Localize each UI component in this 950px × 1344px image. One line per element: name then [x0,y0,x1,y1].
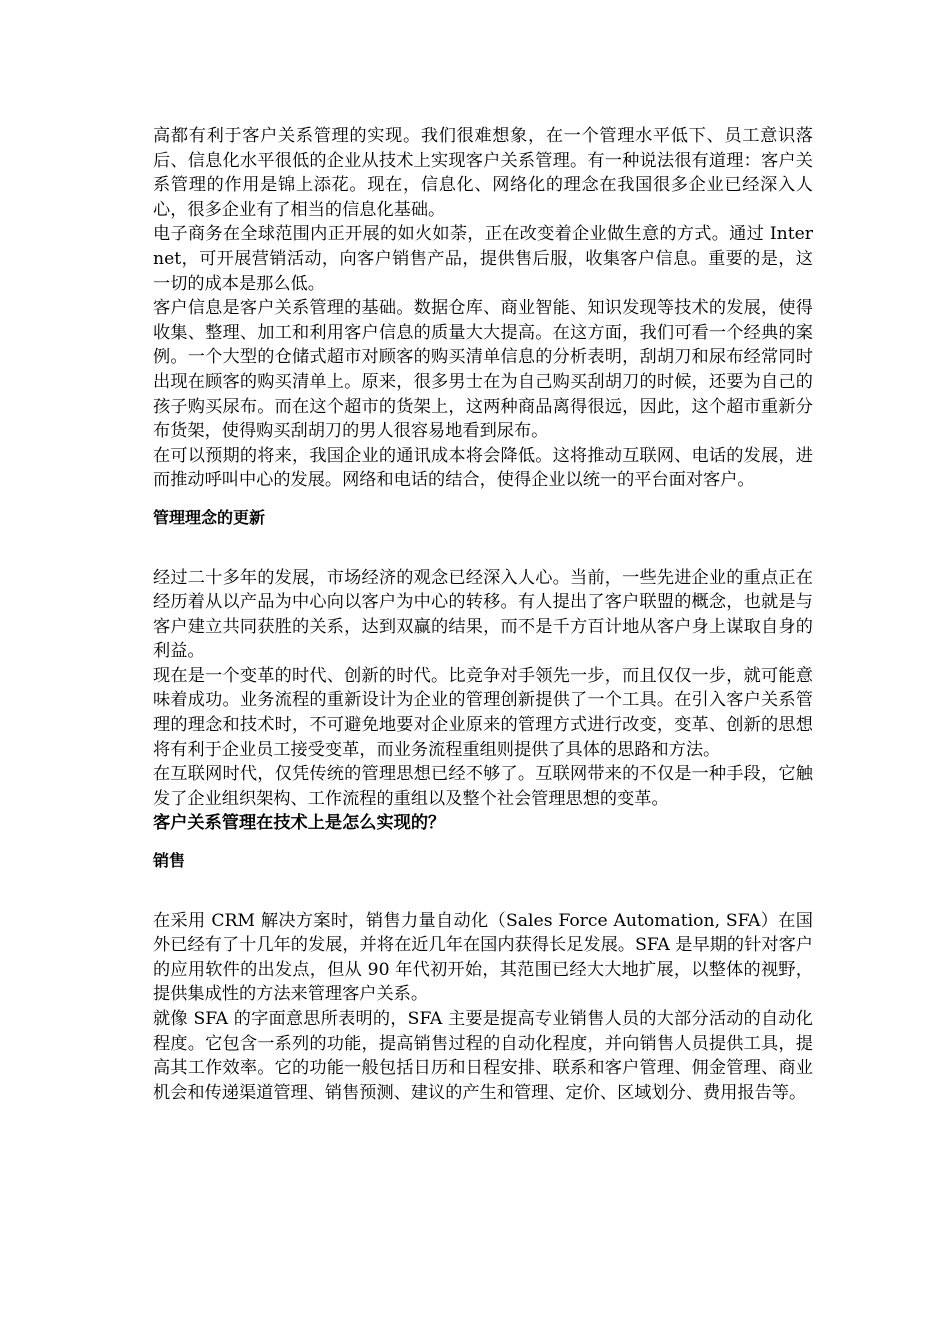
intro-paragraph-1: 高都有利于客户关系管理的实现。我们很难想象，在一个管理水平低下、员工意识落后、信息化水平很低的企业从技术上实现客户关系管理。有一种说法很有道理：客户关系管理的作用是锦上添花。现在，信息化、网络化的理念在我国很多企业已经深入人心，很多企业有了相当的信息化基础。 [153,126,813,220]
sales-paragraph-2: 就像 SFA 的字面意思所表明的，SFA 主要是提高专业销售人员的大部分活动的自动化程度。它包含一系列的功能，提高销售过程的自动化程度，并向销售人员提供工具，提高其工作效率。它的功能一般包括日历和日程安排、联系和客户管理、佣金管理、商业机会和传递渠道管理、销售预测、建议的产生和管理、定价、区域划分、费用报告等。 [153,1009,813,1103]
sales-paragraph-1: 在采用 CRM 解决方案时，销售力量自动化（Sales Force Automation, SFA）在国外已经有了十几年的发展，并将在近几年在国内获得长足发展。SFA 是早期的针对客户的应用软件的出发点，但从 90 年代初开始，其范围已经大大地扩展，以整体的视野，提供集成性的方法来管理客户关系。 [153,910,813,1005]
management-paragraph-3: 在互联网时代，仅凭传统的管理思想已经不够了。互联网带来的不仅是一种手段，它触发了企业组织架构、工作流程的重组以及整个社会管理思想的变革。 [153,764,813,809]
intro-paragraph-3: 客户信息是客户关系管理的基础。数据仓库、商业智能、知识发现等技术的发展，使得收集、整理、加工和利用客户信息的质量大大提高。在这方面，我们可看一个经典的案例。一个大型的仓储式超市对顾客的购买清单信息的分析表明，刮胡刀和尿布经常同时出现在顾客的购买清单上。原来，很多男士在为自己购买刮胡刀的时候，还要为自己的孩子购买尿布。而在这个超市的货架上，这两种商品离得很远，因此，这个超市重新分布货架，使得购买刮胡刀的男人很容易地看到尿布。 [153,298,813,442]
document-page [153,124,813,1105]
section-heading-sales: 销售 [153,851,186,871]
section-heading-management: 管理理念的更新 [153,507,266,527]
management-paragraph-2: 现在是一个变革的时代、创新的时代。比竞争对手领先一步，而且仅仅一步，就可能意味着成功。业务流程的重新设计为企业的管理创新提供了一个工具。在引入客户关系管理的理念和技术时，不可避免地要对企业原来的管理方式进行改变，变革、创新的思想将有利于企业员工接受变革，而业务流程重组则提供了具体的思路和方法。 [153,665,813,760]
intro-paragraph-2: 电子商务在全球范围内正开展的如火如荼，正在改变着企业做生意的方式。通过 Internet，可开展营销活动，向客户销售产品，提供售后服，收集客户信息。重要的是，这一切的成本是那么低。 [153,224,813,294]
intro-paragraph-4: 在可以预期的将来，我国企业的通讯成本将会降低。这将推动互联网、电话的发展，进而推动呼叫中心的发展。网络和电话的结合，使得企业以统一的平台面对客户。 [153,445,813,491]
management-paragraph-1: 经过二十多年的发展，市场经济的观念已经深入人心。当前，一些先进企业的重点正在经历着从以产品为中心向以客户为中心的转移。有人提出了客户联盟的概念，也就是与客户建立共同获胜的关系，达到双赢的结果，而不是千方百计地从客户身上谋取自身的利益。 [153,567,813,662]
section-heading-how: 客户关系管理在技术上是怎么实现的？ [153,813,446,834]
